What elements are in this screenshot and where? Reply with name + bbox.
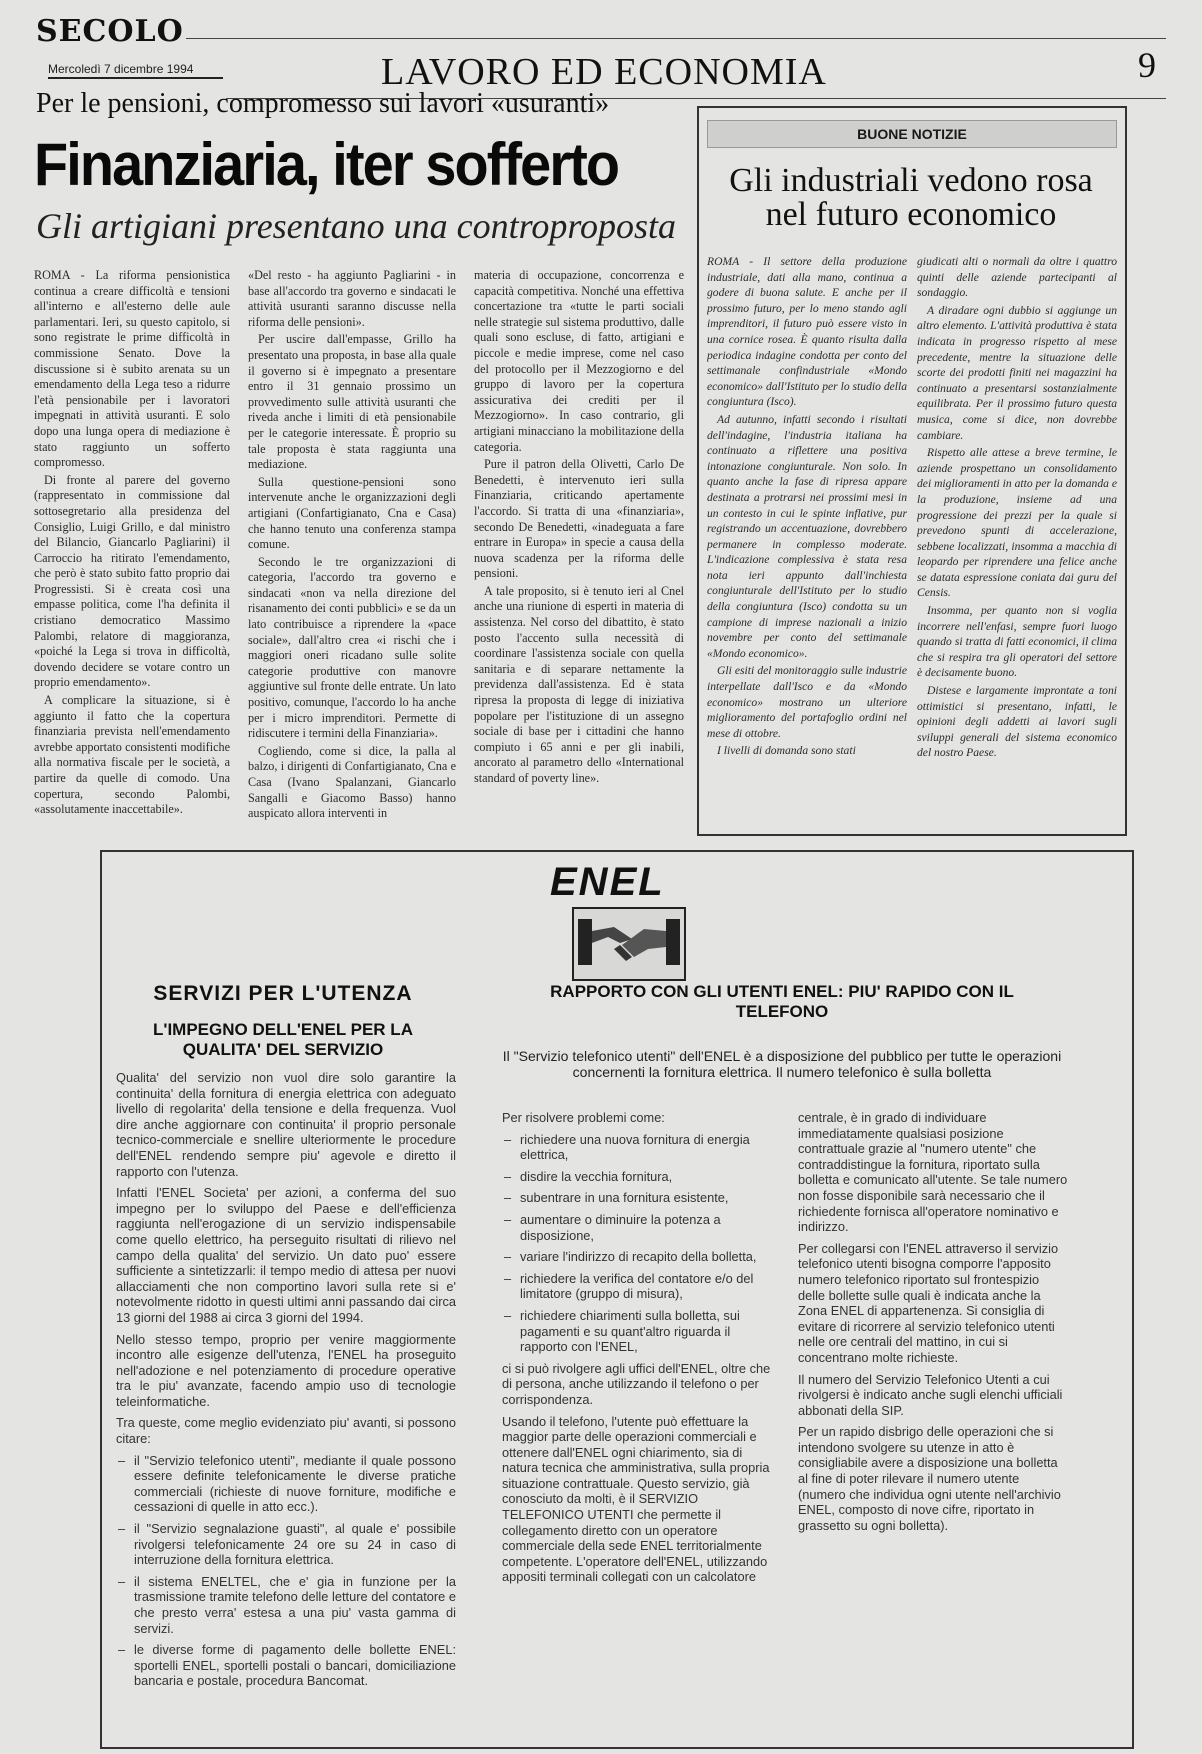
paragraph: Cogliendo, come si dice, la palla al balzo, i dirigenti di Confartigianato, Cna e Casa (Ivano Spalanzani, Giancarlo Sangalli e Giacomo Basso) hanno auspicato allora interventi in (248, 743, 456, 821)
paragraph: Di fronte al parere del governo (rappresentato in commissione dal sottosegretario alla presidenza del Consiglio, Luigi Grillo, e dal ministro del Bilancio, Giancarlo Pagliarini) il Carroccio ha ritirato l'emendamento, che però è stato subito fatto proprio dai Progressisti. Si è creata così una empasse politica, come l'ha definita il cristiano democratico Massimo Palombi, relatore di maggioranza, «poiché la Lega si trova in difficoltà, dovendo decidere se votare contro un proprio emendamento». (34, 472, 230, 690)
article-column-1 (34, 268, 230, 840)
paragraph: giudicati alti o normali da oltre i quattro quinti delle aziende partecipanti al sondaggio. (917, 255, 1117, 300)
paragraph: Insomma, per quanto non si voglia incorrere nell'enfasi, sempre fuori luogo quando si tratta di fatti economici, il clima che si respira tra gli operatori del settore è decisamente buono. (917, 604, 1117, 680)
masthead (36, 12, 1166, 93)
issue-date: Mercoledì 7 dicembre 1994 (48, 62, 223, 79)
article-subhead: Gli artigiani presentano una controproposta (36, 206, 677, 246)
paragraph: Per un rapido disbrigo delle operazioni che si intendono svolgere su utenze in atto è consigliabile avere a disposizione una bolletta al fine di poter rilevare il numero utente (numero che individua ogni utente nell'archivio ENEL, composto di nove cifre, riportato in grassetto su ogni bolletta). (798, 1424, 1061, 1533)
paragraph: Distese e largamente improntate a toni ottimistici si presentano, infatti, le opinioni degli addetti ai lavori sugli sviluppi generali del sistema economico del nostro Paese. (917, 684, 1117, 760)
paragraph: A tale proposito, si è tenuto ieri al Cnel anche una riunione di esperti in materia di assistenza. Nel corso del dibattito, è stato posto l'accento sulla necessità di coordinare l'assistenza sociale con quella sanitaria e di separare nettamente la previdenza dall'assistenza. Ed è stata ripresa la proposta di legge di iniziativa popolare per l'istituzione di un assegno sociale di base per i cittadini che hanno compiuto i 65 anni e per gli inabili, ancorato al parametro dello «International standard of poverty line». (474, 583, 684, 785)
box-tag: BUONE NOTIZIE (707, 120, 1117, 148)
paragraph: materia di occupazione, concorrenza e capacità competitiva. Nonché una effettiva concertazione tra «tutte le parti sociali nelle strategie sul sistema produttivo, dalle quali sono escluse, di fatto, artigiani e piccole e medie imprese, come nel caso del protocollo per il Mezzogiorno e del gruppo di lavoro per la copertura assicurativa dei crediti per il Mezzogiorno». In caso contrario, gli artigiani minacciano la mobilitazione della categoria. (474, 268, 684, 454)
ad-middle-column (502, 1110, 780, 1740)
ad-right-column (798, 1110, 1068, 1740)
paragraph: centrale, è in grado di individuare immediatamente qualsiasi posizione contrattuale grazie al "numero utente" che contraddistingue la fornitura, riportato sulla bolletta e comunicato all'utente. Se tale numero non fosse disponibile sarà necessario che il richiedente fornisca all'operatore nominativo e indirizzo. (798, 1110, 1068, 1235)
paragraph: Per uscire dall'empasse, Grillo ha presentato una proposta, in base alla quale il governo si è impegnato a presentare entro il 31 gennaio prossimo un provvedimento sulle attività usuranti che riveda anche i limiti di età pensionabile per le categorie interessate. È proprio su tale proposta è stata raggiunta una mediazione. (248, 332, 456, 472)
list-item: – il sistema ENELTEL, che e' gia in funzione per la trasmissione tramite telefono delle letture del contatore e che presto verra' estesa a una piu' vasta gamma di servizi. (116, 1574, 456, 1636)
paragraph: Sulla questione-pensioni sono intervenute anche le organizzazioni degli artigiani (Confartigianato, Cna e Casa) che hanno tenuto una conferenza stampa comune. (248, 474, 456, 552)
good-news-box (697, 106, 1127, 836)
article-kicker: Per le pensioni, compromesso sui lavori «usuranti» (36, 88, 610, 119)
paragraph: ROMA - La riforma pensionistica continua a creare difficoltà e tensioni all'interno e all'esterno delle aule parlamentari. Ieri, su questo capitolo, si sono registrate le prime difficoltà in commissione Senato. Dove la discussione si è subito arenata su un emendamento della Lega teso a ridurre l'età pensionabile per i lavoratori impegnati in attività usuranti. E solo dopo una lunga opera di mediazione è stato raggiunto un sofferto compromesso. (34, 268, 230, 470)
paragraph: ROMA - Il settore della produzione industriale, dati alla mano, continua a godere di buona salute. E anche per il prossimo futuro, per lo meno stando agli imprenditori, il futuro può essere visto in una cornice rosea. È quanto risulta dalla periodica indagine condotta per conto del settimanale confindustriale «Mondo economico» dall'Istituto per lo studio della congiuntura (Isco). (707, 255, 907, 409)
paragraph: ci si può rivolgere agli uffici dell'ENEL, oltre che di persona, anche utilizzando il telefono o per corrispondenza. (502, 1360, 771, 1407)
problems-list (502, 1132, 780, 1355)
list-item: – le diverse forme di pagamento delle bollette ENEL: sportelli ENEL, sportelli postali o bancari, domiciliazione bancaria e postale, procedura Bancomat. (116, 1642, 456, 1689)
paragraph: Qualita' del servizio non vuol dire solo garantire la continuita' della fornitura di energia elettrica con adeguato livello di regolarita' della tensione e della frequenza. Vuol dire anche aggiornare con continuita' il proprio personale tecnico-commerciale e snellire ulteriormente le procedure dell'ENEL rendendo sempre piu' agevole e diretto il rapporto con l'utenza. (116, 1070, 456, 1179)
box-column-2 (917, 254, 1117, 826)
paragraph: Gli esiti del monitoraggio sulle industrie interpellate dall'Isco e da «Mondo economico» mostrano un ulteriore miglioramento del portafoglio ordini nel mese di ottobre. (707, 664, 907, 740)
paragraph: A complicare la situazione, si è aggiunto il fatto che la copertura finanziaria prevista nell'emendamento avrebbe apportato consistenti modifiche alla normativa fiscale per le società, a partire da quelle di comodo. Una copertura, secondo Palombi, «assolutamente inaccettabile». (34, 693, 230, 817)
box-title: Gli industriali vedono rosa nel futuro economico (729, 162, 1093, 233)
list-item: – il "Servizio telefonico utenti", mediante il quale possono essere definite telefonicamente le diverse pratiche commerciali (richieste di nuove forniture, modifiche e cessazioni di quelle in atto ecc.). (116, 1453, 456, 1515)
article-column-2 (248, 268, 456, 840)
paragraph: Nello stesso tempo, proprio per venire maggiormente incontro alle esigenze dell'utenza, l'ENEL ha proseguito nell'adozione e nel potenziamento di procedure operative tra le piu' avanzate, facendo ampio uso di tecnologie teleinformatiche. (116, 1331, 456, 1409)
list-item: – disdire la vecchia fornitura, (502, 1169, 780, 1185)
article-headline: Finanziaria, iter sofferto (34, 131, 619, 198)
list-item: – richiedere chiarimenti sulla bolletta, sui pagamenti e su quant'altro riguarda il rapporto con l'ENEL, (502, 1308, 780, 1355)
service-list (116, 1453, 456, 1689)
list-item: – aumentare o diminuire la potenza a disposizione, (502, 1212, 780, 1243)
paragraph: Infatti l'ENEL Societa' per azioni, a conferma del suo impegno per lo sviluppo del Paese e dell'efficienza raggiunta nell'erogazione di un servizio indispensabile come quello elettrico, ha perseguito risultati di rilievo nel campo della qualita' del servizio. Un dato puo' essere sufficiente a sintetizzarli: il tempo medio di attesa per nuovi allacciamenti che non comportino lavori sulla rete si e' notevolmente ridotto in questi ultimi anni passando dai circa 13 giorni del 1988 ai circa 3 giorni del 1994. (116, 1185, 456, 1325)
article-column-3 (474, 268, 684, 840)
enel-advertisement (100, 850, 1134, 1749)
paragraph: Per collegarsi con l'ENEL attraverso il servizio telefonico utenti bisogna comporre l'apposito numero telefonico riportato sul frontespizio delle bollette sulle quali è indicata anche la Zona ENEL di appartenenza. Si consiglia di evitare di ricorrere al servizio telefonico utenti nelle ore centrali del mattino, in cui si concentrano molte richieste. (798, 1240, 1059, 1365)
list-item: – richiedere una nuova fornitura di energia elettrica, (502, 1132, 780, 1163)
paragraph: Ad autunno, infatti secondo i risultati dell'indagine, l'industria italiana ha continuato a riflettere una positiva intonazione congiunturale. Non solo. In quanto anche la fase di ripresa appare destinata a protrarsi nei prossimi mesi in un contesto in cui le spinte inflative, pur registrando un accentuazione, dovrebbero permanere in complesso moderate. L'indicazione complessiva è stata resa nota ieri appunto dall'inchiesta congiunturale dell'Istituto per lo studio della congiuntura (Isco) condotta su un campione di imprese nazionali a inizio novembre per conto del settimanale «Mondo economico». (707, 412, 907, 660)
ad-right-lead: Il "Servizio telefonico utenti" dell'ENEL è a disposizione del pubblico per tutte le operazioni concernenti la fornitura elettrica. Il numero telefonico è sulla bolletta (502, 1048, 1062, 1080)
paragraph: Per risolvere problemi come: (502, 1110, 665, 1125)
list-item: – subentrare in una fornitura esistente, (502, 1190, 780, 1206)
ad-left-subtitle: L'IMPEGNO DELL'ENEL PER LA QUALITA' DEL SERVIZIO (153, 1020, 413, 1059)
paragraph: Usando il telefono, l'utente può effettuare la maggior parte delle operazioni commerciali e ottenere dall'ENEL ogni chiarimento, sia di natura tecnica che amministrativa, sulla propria situazione contrattuale. Questo servizio, già conosciuto da molti, è il SERVIZIO TELEFONICO UTENTI che permette il collegamento diretto con un operatore commerciale della sede ENEL territorialmente competente. L'operatore dell'ENEL, utilizzando appositi terminali collegati con un calcolatore (502, 1413, 770, 1585)
paragraph: «Del resto - ha aggiunto Pagliarini - in base all'accordo tra governo e sindacati le attività usuranti saranno discusse nella riforma delle pensioni». (248, 268, 456, 329)
list-item: – variare l'indirizzo di recapito della bolletta, (502, 1249, 780, 1265)
paragraph: Tra queste, come meglio evidenziato piu' avanti, si possono citare: (116, 1415, 456, 1447)
section-title: LAVORO ED ECONOMIA (381, 51, 827, 93)
ad-left-column (116, 1070, 456, 1740)
paragraph: Pure il patron della Olivetti, Carlo De Benedetti, è intervenuto ieri sulla Finanziaria, criticando apertamente l'accordo. Si tratta di una «finanziaria», secondo De Benedetti, «inadeguata a fare entrare in Europa» in specie a causa della nuova scadenza per la riforma delle pensioni. (474, 457, 684, 581)
box-column-1 (707, 254, 907, 826)
handshake-icon (572, 907, 686, 981)
paragraph: Rispetto alle attese a breve termine, le aziende prospettano un consolidamento dei miglioramenti in atto per la domanda e la produzione, insieme ad una progressione dei prezzi per la quale si prevedono spunti di accelerazione, sebbene localizzati, insomma a macchia di leopardo per riprendere una felice anche se datata espressione coniata dai guru del Censis. (917, 446, 1117, 600)
enel-logo: ENEL (550, 860, 665, 904)
newspaper-logo: SECOLO (36, 14, 184, 49)
masthead-rule (186, 38, 1166, 39)
list-item: – il "Servizio segnalazione guasti", al quale e' possibile rivolgersi telefonicamente 24 ore su 24 in caso di interruzione della fornitura elettrica. (116, 1521, 456, 1568)
paragraph: Secondo le tre organizzazioni di categoria, l'accordo tra governo e sindacati «non va nella direzione del risanamento dei conti pubblici» e se da un lato contribuisce a riprendere la «pace sociale», dall'altro crea «i rischi che i maggiori oneri ricadano sulle solite categorie produttive con manovre aggiuntive sul fronte delle entrate. Un lato positivo, comunque, l'accordo lo ha anche per i micro imprenditori. Permette di ridiscutere i termini della Finanziaria». (248, 554, 456, 741)
paragraph: Il numero del Servizio Telefonico Utenti a cui rivolgersi è indicato anche sugli elenchi ufficiali abbonati della SIP. (798, 1371, 1063, 1418)
paragraph: I livelli di domanda sono stati (717, 744, 856, 758)
ad-right-title: RAPPORTO CON GLI UTENTI ENEL: PIU' RAPIDO CON IL TELEFONO (550, 982, 1014, 1021)
list-item: – richiedere la verifica del contatore e/o del limitatore (gruppo di misura), (502, 1271, 780, 1302)
ad-left-title: SERVIZI PER L'UTENZA (153, 982, 413, 1005)
page-number: 9 (1138, 45, 1156, 85)
paragraph: A diradare ogni dubbio si aggiunge un altro elemento. L'attività produttiva è stata indicata in progresso rispetto al mese precedente, mentre la situazione delle scorte dei prodotti finiti nei magazzini ha continuato a presentarsi sostanzialmente equilibrata. Per il prossimo futuro questa musica, come si dice, non dovrebbe cambiare. (917, 303, 1117, 442)
